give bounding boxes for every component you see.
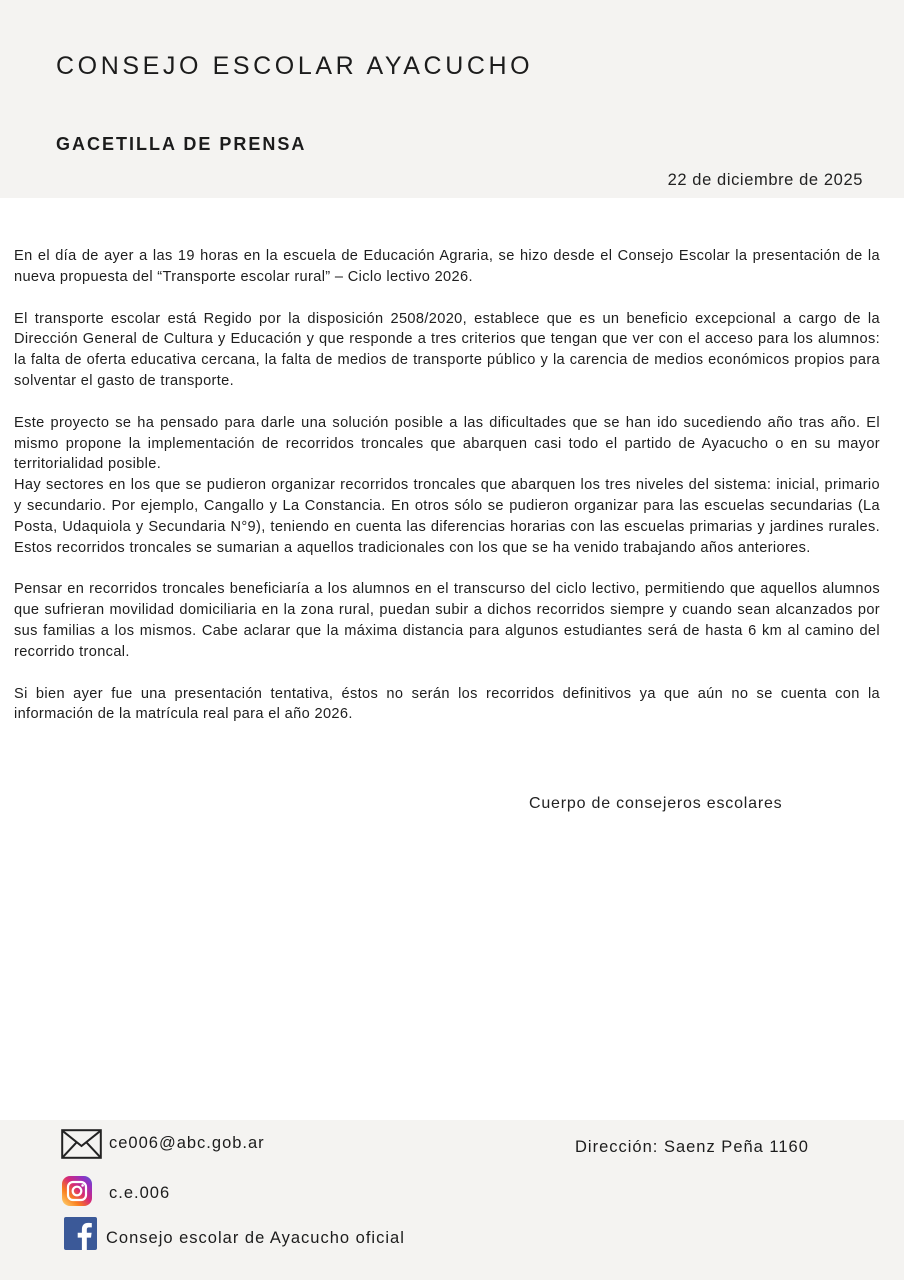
email-contact[interactable] bbox=[61, 1129, 265, 1164]
press-release-body bbox=[14, 246, 880, 725]
paragraph-2: El transporte escolar está Regido por la disposición 2508/2020, establece que es un beneficio excepcional a cargo de la Dirección General de Cultura y Educación y que responde a tres criterios que tengan que ver con el acceso para los alumnos: la falta de oferta educativa cercana, la falta de medios de transporte público y la carencia de medios económicos propios para solventar el gasto de transporte. bbox=[14, 310, 880, 389]
postal-address: Dirección: Saenz Peña 1160 bbox=[575, 1138, 809, 1156]
envelope-icon bbox=[61, 1129, 102, 1164]
paragraph-6: Si bien ayer fue una presentación tentativa, éstos no serán los recorridos definitivos ya que aún no se cuenta con la información de la matrícula real para el año 2026. bbox=[14, 685, 880, 723]
instagram-handle[interactable]: c.e.006 bbox=[109, 1184, 171, 1202]
instagram-contact[interactable] bbox=[62, 1176, 170, 1211]
paragraph-5: Pensar en recorridos troncales beneficiaría a los alumnos en el transcurso del ciclo lectivo, permitiendo que aquellos alumnos que sufrieran movilidad domiciliaria en la zona rural, puedan subir a dichos recorridos siempre y cuando sean alcanzados por sus familias a los mismos. Cabe aclarar que la máxima distancia para algunos estudiantes será de hasta 6 km al camino del recorrido troncal. bbox=[14, 581, 880, 660]
document-type: GACETILLA DE PRENSA bbox=[56, 134, 307, 154]
facebook-icon bbox=[64, 1217, 97, 1255]
paragraph-3: Este proyecto se ha pensado para darle una solución posible a las dificultades que se han ido sucediendo año tras año. El mismo propone la implementación de recorridos troncales que abarquen casi todo el partido de Ayacucho o en su mayor territorialidad posible. bbox=[14, 414, 880, 473]
facebook-page[interactable]: Consejo escolar de Ayacucho oficial bbox=[106, 1229, 405, 1247]
signature: Cuerpo de consejeros escolares bbox=[529, 795, 783, 812]
header-band bbox=[0, 0, 904, 198]
email-address[interactable]: ce006@abc.gob.ar bbox=[109, 1134, 265, 1152]
paragraph-4: Hay sectores en los que se pudieron organizar recorridos troncales que abarquen los tres niveles del sistema: inicial, primario y secundario. Por ejemplo, Cangallo y La Constancia. En otros sólo se pudieron organizar para las escuelas secundarias (La Posta, Udaquiola y Secundaria N°9), teniendo en cuenta las diferencias horarias con las escuelas primarias y jardines rurales. Estos recorridos troncales se sumarian a aquellos tradicionales con los que se ha venido trabajando años anteriores. bbox=[14, 477, 880, 556]
organization-title: CONSEJO ESCOLAR AYACUCHO bbox=[56, 52, 534, 80]
facebook-contact[interactable] bbox=[64, 1217, 405, 1255]
document-date: 22 de diciembre de 2025 bbox=[667, 171, 863, 189]
paragraph-1: En el día de ayer a las 19 horas en la escuela de Educación Agraria, se hizo desde el Consejo Escolar la presentación de la nueva propuesta del “Transporte escolar rural” – Ciclo lectivo 2026. bbox=[14, 248, 880, 285]
instagram-icon bbox=[62, 1176, 92, 1211]
